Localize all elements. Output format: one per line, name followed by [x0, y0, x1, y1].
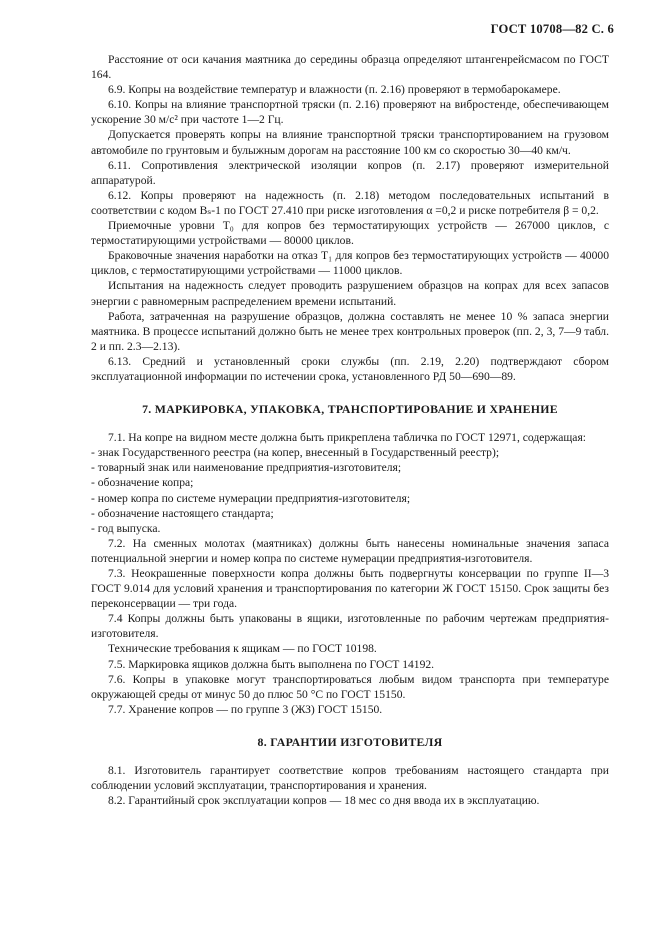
- paragraph: 8.2. Гарантийный срок эксплуатации копров — 18 мес со дня ввода их в эксплуатацию.: [108, 794, 540, 808]
- paragraph: 7.4 Копры должны быть упакованы в ящики, изготовленные по рабочим чертежам предприятия-изготовителя.: [91, 612, 609, 641]
- paragraph: 7.2. На сменных молотах (маятниках) должны быть нанесены номинальные значения запаса потенциальной энергии и номер копра по системе нумерации предприятия-изготовителя.: [91, 536, 609, 565]
- document-body: [91, 52, 609, 808]
- list-item: - номер копра по системе нумерации предприятия-изготовителя;: [91, 491, 411, 505]
- paragraph: 6.10. Копры на влияние транспортной тряски (п. 2.16) проверяют на вибростенде, обеспечивающем ускорение 30 м/с² при частоте 1—2 Гц.: [91, 98, 609, 127]
- list-item: - товарный знак или наименование предприятия-изготовителя;: [91, 461, 402, 475]
- paragraph: 6.11. Сопротивления электрической изоляции копров (п. 2.17) проверяют измерительной аппаратурой.: [91, 158, 609, 187]
- paragraph: Расстояние от оси качания маятника до середины образца определяют штангенрейсмасом по ГОСТ 164.: [91, 53, 609, 82]
- paragraph: 7.7. Хранение копров — по группе 3 (ЖЗ) ГОСТ 15150.: [108, 702, 383, 716]
- paragraph: Приемочные уровни T₀ для копров без термостатирующих устройств — 267000 циклов, с термостатирующими устройствами — 80000 циклов.: [91, 219, 609, 248]
- page-header: ГОСТ 10708—82 С. 6: [490, 22, 614, 36]
- paragraph: 7.1. На копре на видном месте должна быть прикреплена табличка по ГОСТ 12971, содержащая:: [108, 431, 586, 445]
- list-item: - год выпуска.: [91, 521, 161, 535]
- paragraph: 6.13. Средний и установленный сроки службы (пп. 2.19, 2.20) подтверждают сбором эксплуатационной информации по истечении срока, установленного РД 50—690—89.: [91, 354, 609, 383]
- paragraph: 8.1. Изготовитель гарантирует соответствие копров требованиям настоящего стандарта при соблюдении условий эксплуатации, транспортирования и хранения.: [91, 764, 609, 793]
- paragraph: 7.3. Неокрашенные поверхности копра должны быть подвергнуты консервации по группе II—3 ГОСТ 9.014 для условий хранения и транспортирования по категории Ж ГОСТ 15150. Срок защиты без переконсервации — три года.: [91, 567, 609, 611]
- paragraph: 6.12. Копры проверяют на надежность (п. 2.18) методом последовательных испытаний в соответствии с кодом Вₛ-1 по ГОСТ 27.410 при риске изготовления α =0,2 и риске потребителя β = 0,2.: [91, 188, 609, 217]
- list-item: - обозначение настоящего стандарта;: [91, 506, 274, 520]
- paragraph: Браковочные значения наработки на отказ T₁ для копров без термостатирующих устройств — 40000 циклов, с термостатирующими устройствами — 11000 циклов.: [91, 249, 609, 278]
- section-8-title: 8. ГАРАНТИИ ИЗГОТОВИТЕЛЯ: [257, 734, 443, 749]
- section-7-title: 7. МАРКИРОВКА, УПАКОВКА, ТРАНСПОРТИРОВАНИЕ И ХРАНЕНИЕ: [142, 402, 558, 417]
- paragraph: 7.5. Маркировка ящиков должна быть выполнена по ГОСТ 14192.: [108, 657, 435, 671]
- paragraph: Технические требования к ящикам — по ГОСТ 10198.: [108, 642, 377, 656]
- list-item: - обозначение копра;: [91, 476, 194, 490]
- paragraph: Работа, затраченная на разрушение образцов, должна составлять не менее 10 % запаса энергии маятника. В процессе испытаний должно быть не менее трех контрольных проверок (пп. 2, 3, 7—9 табл. 2 и пп. 2.3—2.13).: [91, 309, 609, 353]
- paragraph: 7.6. Копры в упаковке могут транспортироваться любым видом транспорта при температуре окружающей среды от минус 50 до плюс 50 °С по ГОСТ 15150.: [91, 672, 609, 701]
- paragraph: 6.9. Копры на воздействие температур и влажности (п. 2.16) проверяют в термобарокамере.: [108, 83, 561, 97]
- paragraph: Испытания на надежность следует проводить разрушением образцов на копрах для всех запасов энергии с равномерным распределением времени испытаний.: [91, 279, 609, 308]
- paragraph: Допускается проверять копры на влияние транспортной тряски транспортированием на грузовом автомобиле по грунтовым и булыжным дорогам на расстояние 100 км со скоростью 30—40 км/ч.: [91, 128, 609, 157]
- list-item: - знак Государственного реестра (на копер, внесенный в Государственный реестр);: [91, 446, 500, 460]
